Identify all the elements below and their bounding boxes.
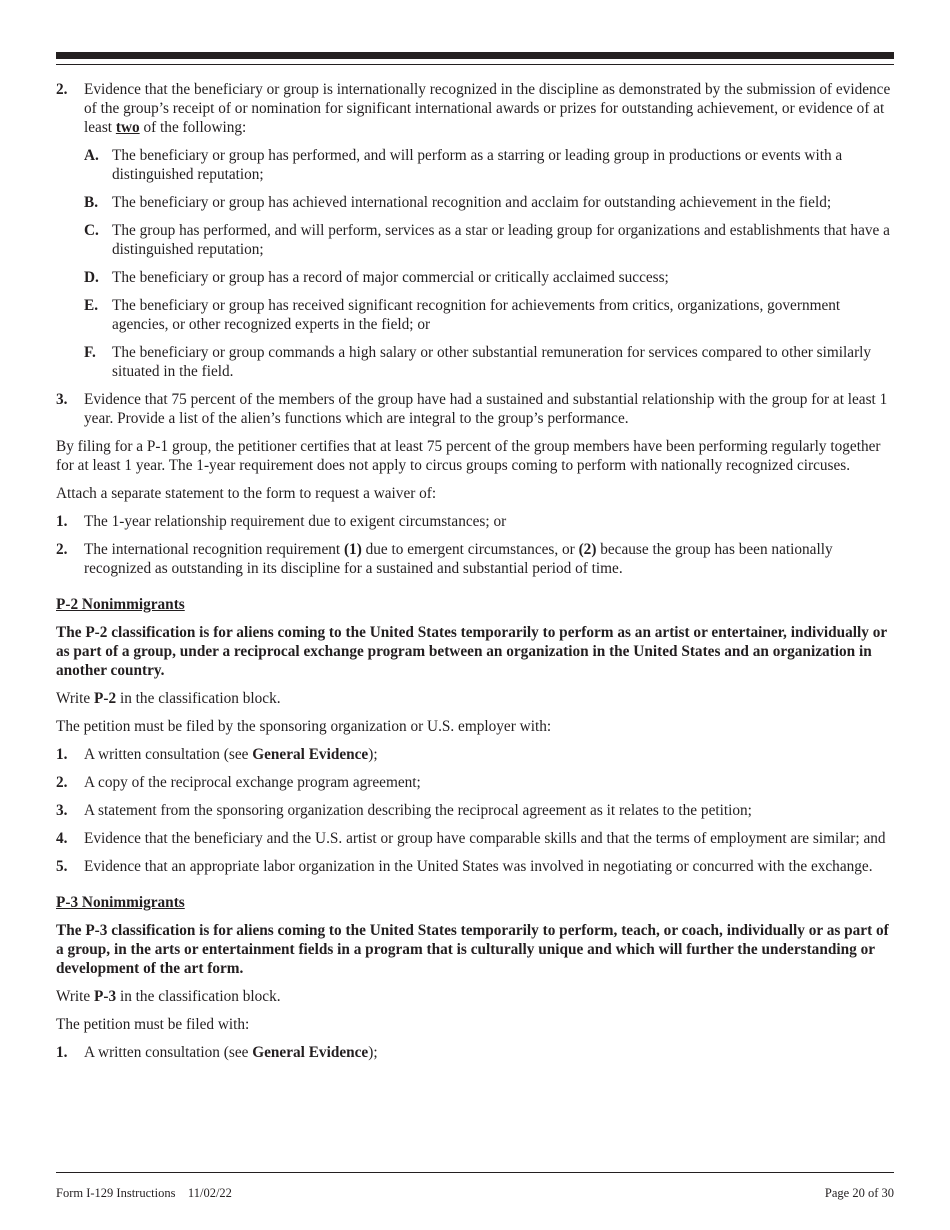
p3-intro: The P-3 classification is for aliens coming to the United States temporarily to perform, teach, or coach, individually or as part of a group, in the arts or entertainment fields in a program that is culturally unique and which will further the understanding or development of the art form. <box>56 922 889 977</box>
page-content <box>56 80 894 1071</box>
p3-write-instruction <box>56 987 894 1006</box>
item-number: 2. <box>56 774 68 791</box>
sub-item-letter: C. <box>84 222 99 239</box>
item-number: 2. <box>56 541 68 558</box>
classification-code: P-2 <box>94 690 117 707</box>
sub-item-letter: F. <box>84 344 96 361</box>
p2-item-2 <box>56 773 894 792</box>
item-number: 1. <box>56 1044 68 1061</box>
item-text-end: ); <box>368 746 378 763</box>
item-text-end: of the following: <box>139 119 247 136</box>
p2-item-4 <box>56 829 894 848</box>
waiver-item-1 <box>56 512 894 531</box>
item-number: 3. <box>56 802 68 819</box>
p2-item-5 <box>56 857 894 876</box>
p2-item-3 <box>56 801 894 820</box>
sub-item-c <box>56 221 894 259</box>
certification-paragraph: By filing for a P-1 group, the petitioner certifies that at least 75 percent of the group members have been performing regularly together for at least 1 year. The 1-year requirement does not apply to circus groups coming to perform with nationally recognized circuses. <box>56 438 881 474</box>
general-evidence-ref: General Evidence <box>252 746 369 763</box>
text: Write <box>56 690 95 707</box>
item-text: A statement from the sponsoring organization describing the reciprocal agreement as it relates to the petition; <box>84 802 752 819</box>
item-text: A copy of the reciprocal exchange program agreement; <box>84 774 421 791</box>
header-thick-rule <box>56 52 894 59</box>
item-number: 5. <box>56 858 68 875</box>
waiver-item-2 <box>56 540 894 578</box>
item-number: 1. <box>56 746 68 763</box>
p2-heading: P-2 Nonimmigrants <box>56 596 185 613</box>
text: Write <box>56 988 95 1005</box>
sub-item-letter: D. <box>84 269 99 286</box>
text: in the classification block. <box>116 690 281 707</box>
bold-marker-2: (2) <box>578 541 597 558</box>
general-evidence-ref: General Evidence <box>252 1044 369 1061</box>
waiver-intro: Attach a separate statement to the form to request a waiver of: <box>56 485 437 502</box>
list-item-3 <box>56 390 894 428</box>
p2-filed-with: The petition must be filed by the sponsoring organization or U.S. employer with: <box>56 718 552 735</box>
item-text-end: ); <box>368 1044 378 1061</box>
bold-marker-1: (1) <box>343 541 362 558</box>
sub-item-text: The beneficiary or group has a record of major commercial or critically acclaimed success; <box>112 269 669 286</box>
sub-item-text: The beneficiary or group has received significant recognition for achievements from critics, organizations, government agencies, or other recognized experts in the field; or <box>112 297 841 333</box>
classification-code: P-3 <box>94 988 117 1005</box>
sub-item-text: The beneficiary or group has performed, and will perform as a starring or leading group in productions or events with a distinguished reputation; <box>112 147 843 183</box>
sub-item-letter: E. <box>84 297 99 314</box>
underlined-two: two <box>115 119 140 136</box>
sub-item-letter: B. <box>84 194 99 211</box>
p2-write-instruction <box>56 689 894 708</box>
form-identifier: Form I-129 Instructions 11/02/22 <box>56 1186 232 1200</box>
page-number: Page 20 of 30 <box>824 1186 894 1200</box>
sub-item-a <box>56 146 894 184</box>
p2-intro: The P-2 classification is for aliens coming to the United States temporarily to perform as an artist or entertainer, individually or as part of a group, under a reciprocal exchange program between an organization in the United States and an organization in another country. <box>56 624 887 679</box>
text: in the classification block. <box>116 988 281 1005</box>
sub-item-b <box>56 193 894 212</box>
item-number: 1. <box>56 513 68 530</box>
item-number: 3. <box>56 391 68 408</box>
list-item-2 <box>56 80 894 137</box>
item-text-end: because the group has been nationally recognized as outstanding in its discipline for a sustained and substantial period of time. <box>84 541 833 577</box>
sub-item-d <box>56 268 894 287</box>
sub-item-e <box>56 296 894 334</box>
item-number: 4. <box>56 830 68 847</box>
item-text: A written consultation (see <box>84 746 253 763</box>
item-text: Evidence that an appropriate labor organization in the United States was involved in negotiating or concurred with the exchange. <box>84 858 873 875</box>
p2-item-1 <box>56 745 894 764</box>
item-text-mid: due to emergent circumstances, or <box>361 541 579 558</box>
header-thin-rule <box>56 64 894 65</box>
item-text: The 1-year relationship requirement due to exigent circumstances; or <box>84 513 507 530</box>
sub-item-text: The group has performed, and will perform, services as a star or leading group for organizations and establishments that have a distinguished reputation; <box>112 222 890 258</box>
item-text: Evidence that 75 percent of the members of the group have had a sustained and substantial relationship with the group for at least 1 year. Provide a list of the alien’s functions which are integral to the group’s performance. <box>84 391 888 427</box>
item-text: Evidence that the beneficiary and the U.S. artist or group have comparable skills and that the terms of employment are similar; and <box>84 830 886 847</box>
item-text: A written consultation (see <box>84 1044 253 1061</box>
item-number: 2. <box>56 81 68 98</box>
p3-filed-with: The petition must be filed with: <box>56 1016 250 1033</box>
sub-item-letter: A. <box>84 147 99 164</box>
footer-rule <box>56 1172 894 1173</box>
item-text: The international recognition requirement <box>84 541 344 558</box>
sub-item-text: The beneficiary or group commands a high salary or other substantial remuneration for services compared to other similarly situated in the field. <box>112 344 872 380</box>
p3-heading: P-3 Nonimmigrants <box>56 894 185 911</box>
sub-item-f <box>56 343 894 381</box>
p3-item-1 <box>56 1043 894 1062</box>
item-text: Evidence that the beneficiary or group is internationally recognized in the discipline as demonstrated by the submission of evidence of the group’s receipt of or nomination for significant international awards or prizes for outstanding achievement, or evidence of at least <box>84 81 891 136</box>
sub-item-text: The beneficiary or group has achieved international recognition and acclaim for outstanding achievement in the field; <box>112 194 832 211</box>
